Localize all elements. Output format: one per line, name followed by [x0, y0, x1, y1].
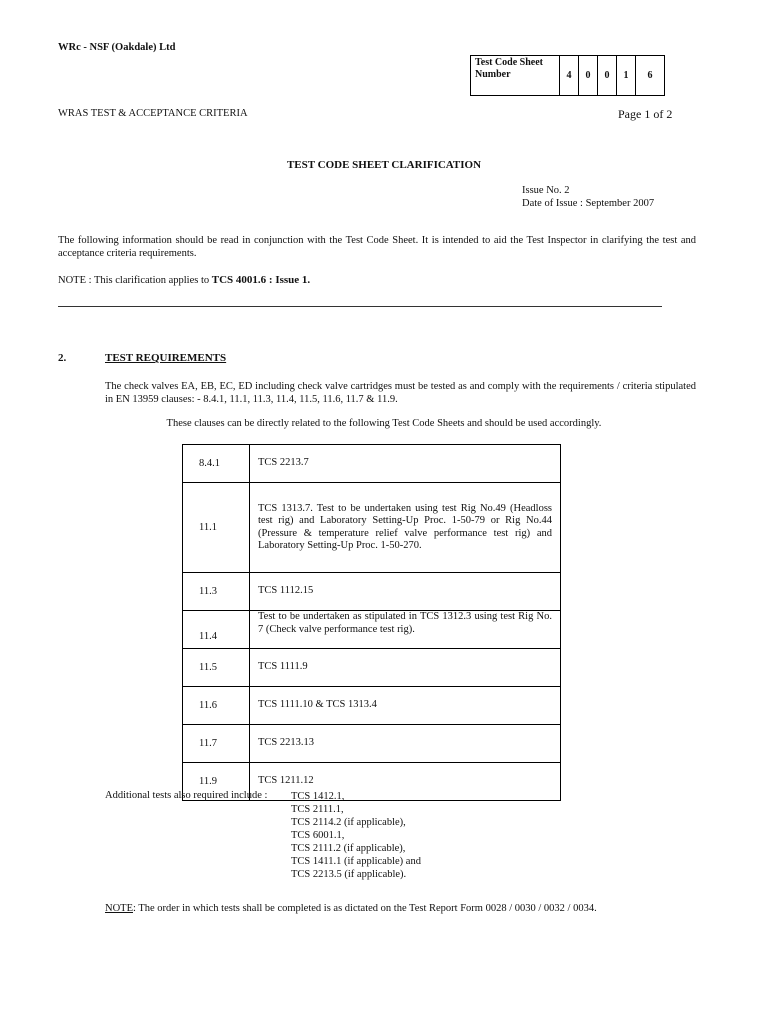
- clause-number: 11.5: [183, 649, 250, 687]
- test-code-label: Test Code Sheet Number: [471, 56, 560, 96]
- clarification-note: [58, 274, 310, 286]
- list-item: TCS 1411.1 (if applicable) and: [291, 856, 421, 867]
- clause-test: TCS 1112.15: [250, 573, 561, 611]
- table-row: [183, 445, 561, 483]
- page-title: TEST CODE SHEET CLARIFICATION: [286, 159, 482, 171]
- divider: [58, 306, 662, 307]
- criteria-heading: WRAS TEST & ACCEPTANCE CRITERIA: [58, 108, 248, 119]
- table-row: [183, 649, 561, 687]
- issue-date: Date of Issue : September 2007: [522, 198, 655, 209]
- company-name: WRc - NSF (Oakdale) Ltd: [58, 42, 176, 53]
- note-label: NOTE: [105, 903, 133, 914]
- test-code-sheet-number-box: [470, 55, 665, 96]
- clause-number: 11.9: [183, 763, 250, 801]
- code-digit: 6: [636, 56, 665, 96]
- table-row: [183, 573, 561, 611]
- list-item: TCS 2114.2 (if applicable),: [291, 817, 406, 828]
- table-row: [183, 725, 561, 763]
- clause-test: TCS 1313.7. Test to be undertaken using test Rig No.49 (Headloss test rig) and Laboratory Setting-Up Proc. 1-50-79 or Rig No.44 (Pressure & temperature relief valve performance test rig) and Laboratory Setting-Up Proc. 1-50-270.: [250, 483, 561, 573]
- issue-info: [522, 184, 654, 210]
- clause-table: [182, 444, 561, 801]
- section-number: 2.: [58, 352, 67, 364]
- additional-tests-list: [291, 790, 421, 881]
- issue-number: Issue No. 2: [522, 185, 570, 196]
- note-prefix: NOTE : This clarification applies to: [58, 275, 212, 286]
- page-number: Page 1 of 2: [618, 107, 673, 121]
- clause-test: TCS 1111.9: [250, 649, 561, 687]
- clause-number: 11.4: [183, 611, 250, 649]
- list-item: TCS 1412.1,: [291, 791, 345, 802]
- clause-number: 11.3: [183, 573, 250, 611]
- clause-number: 11.1: [183, 483, 250, 573]
- list-item: TCS 6001.1,: [291, 830, 345, 841]
- code-digit: 1: [617, 56, 636, 96]
- clause-test: Test to be undertaken as stipulated in TCS 1312.3 using test Rig No. 7 (Check valve performance test rig).: [250, 611, 561, 649]
- code-digit: 0: [579, 56, 598, 96]
- clause-number: 8.4.1: [183, 445, 250, 483]
- list-item: TCS 2111.1,: [291, 804, 344, 815]
- table-row: [183, 611, 561, 649]
- table-row: [183, 687, 561, 725]
- list-item: TCS 2111.2 (if applicable),: [291, 843, 406, 854]
- clause-number: 11.6: [183, 687, 250, 725]
- clause-test: TCS 2213.7: [250, 445, 561, 483]
- code-digit: 0: [598, 56, 617, 96]
- table-row: [183, 483, 561, 573]
- code-digit: 4: [560, 56, 579, 96]
- clause-test: TCS 2213.13: [250, 725, 561, 763]
- requirements-paragraph: The check valves EA, EB, EC, ED including check valve cartridges must be tested as and comply with the requirements / criteria stipulated in EN 13959 clauses: - 8.4.1, 11.1, 11.3, 11.4, 11.5, 11.6, 11.7 & 11.9.: [105, 381, 696, 405]
- note-text: : The order in which tests shall be completed is as dictated on the Test Report Form 0028 / 0030 / 0032 / 0034.: [133, 903, 597, 914]
- note-reference: TCS 4001.6 : Issue 1.: [211, 274, 311, 286]
- intro-paragraph: The following information should be read in conjunction with the Test Code Sheet. It is intended to aid the Test Inspector in clarifying the test and acceptance criteria requirements.: [58, 235, 696, 259]
- clauses-paragraph: These clauses can be directly related to the following Test Code Sheets and should be used accordingly.: [166, 418, 602, 429]
- clause-test: TCS 1111.10 & TCS 1313.4: [250, 687, 561, 725]
- order-note: [105, 903, 597, 914]
- additional-tests-label: Additional tests also required include :: [105, 790, 268, 801]
- clause-number: 11.7: [183, 725, 250, 763]
- section-title: TEST REQUIREMENTS: [105, 352, 227, 364]
- clause-test: TCS 1211.12: [250, 763, 561, 801]
- list-item: TCS 2213.5 (if applicable).: [291, 869, 407, 880]
